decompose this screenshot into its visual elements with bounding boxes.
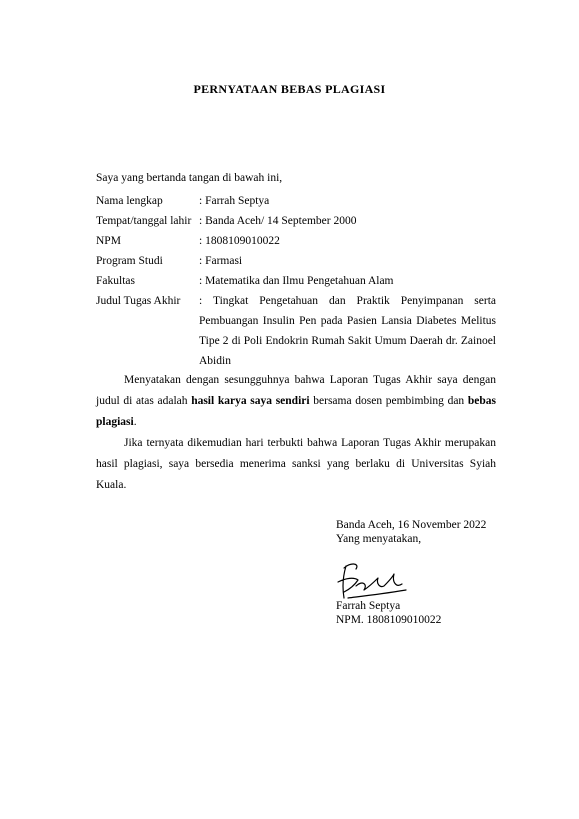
field-label: Tempat/tanggal lahir <box>96 215 192 227</box>
place-date: Banda Aceh, 16 November 2022 <box>336 519 487 531</box>
statement-body <box>96 370 496 496</box>
field-row-birth <box>96 211 496 231</box>
field-value: : Farrah Septya <box>199 195 270 207</box>
signature-header <box>336 518 486 546</box>
field-value: : Tingkat Pengetahuan dan Praktik Penyimpanan serta Pembuangan Insulin Pen pada Pasien Lansia Diabetes Melitus Tipe 2 di Poli Endokrin Rumah Sakit Umum Daerah dr. Zainoel Abidin <box>199 295 496 367</box>
page-title: PERNYATAAN BEBAS PLAGIASI <box>193 82 386 96</box>
statement-text: bersama dosen pembimbing dan <box>309 395 468 407</box>
field-row-name <box>96 191 496 211</box>
field-value: : Banda Aceh/ 14 September 2000 <box>199 215 357 227</box>
field-label: Program Studi <box>96 255 163 267</box>
identity-fields <box>96 191 496 371</box>
signer-npm: NPM. 1808109010022 <box>336 614 442 626</box>
field-value: : Farmasi <box>199 255 243 267</box>
field-label: Fakultas <box>96 275 135 287</box>
field-row-thesis-title <box>96 291 496 371</box>
statement-emphasis: hasil karya saya sendiri <box>191 395 310 407</box>
field-row-npm <box>96 231 496 251</box>
statement-paragraph-1 <box>96 370 496 433</box>
signer-name: Farrah Septya <box>336 600 401 612</box>
statement-text: Menyatakan dengan sesungguhnya bahwa Laporan Tugas Akhir saya dengan judul di atas adalah <box>96 374 496 407</box>
declarer-label: Yang menyatakan, <box>336 533 422 545</box>
field-label: Judul Tugas Akhir <box>96 295 181 307</box>
statement-emphasis: bebas plagiasi <box>96 395 496 428</box>
field-label: Nama lengkap <box>96 195 163 207</box>
handwritten-signature <box>334 560 410 602</box>
field-value: : 1808109010022 <box>199 235 280 247</box>
statement-paragraph-2: Jika ternyata dikemudian hari terbukti bahwa Laporan Tugas Akhir merupakan hasil plagiasi, saya bersedia menerima sanksi yang berlaku di Universitas Syiah Kuala. <box>96 437 496 491</box>
signer-block <box>336 599 441 627</box>
field-row-program <box>96 251 496 271</box>
field-row-faculty <box>96 271 496 291</box>
intro-text: Saya yang bertanda tangan di bawah ini, <box>96 172 283 184</box>
statement-text: . <box>133 416 137 428</box>
field-value: : Matematika dan Ilmu Pengetahuan Alam <box>199 275 394 287</box>
field-label: NPM <box>96 235 121 247</box>
